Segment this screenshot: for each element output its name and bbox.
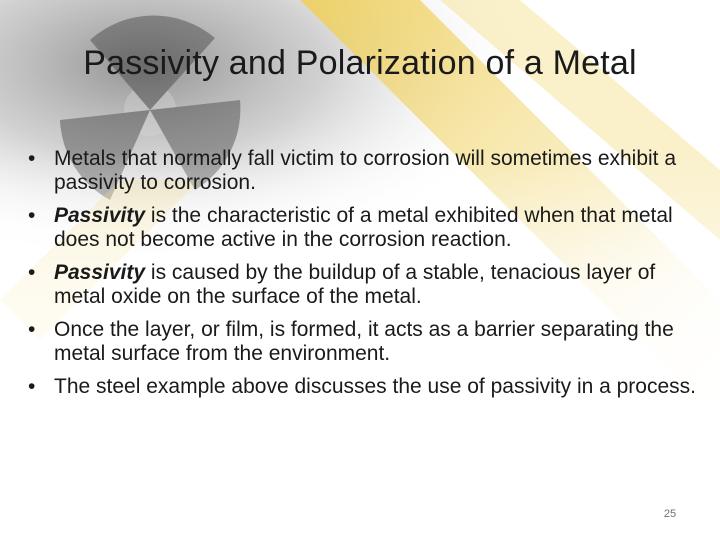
bullet-item [26,375,706,399]
bullet-text: The steel example above discusses the use of passivity in a process. [54,375,696,398]
bullet-item [26,261,706,309]
bullet-dot: • [28,375,36,398]
bullet-item [26,204,706,252]
bullet-dot: • [28,147,36,170]
bullet-item [26,318,706,366]
bullet-dot: • [28,261,36,284]
emphasis-term: Passivity [54,261,146,284]
page-number: 25 [663,508,677,520]
bullet-text: is caused by the buildup of a stable, tenacious layer of metal oxide on the surface of the metal. [54,261,656,308]
bullet-text: is the characteristic of a metal exhibited when that metal does not become active in the corrosion reaction. [54,204,673,251]
bullet-item [26,147,706,195]
emphasis-term: Passivity [54,204,146,227]
slide-title: Passivity and Polarization of a Metal [83,44,637,82]
bullet-text: Once the layer, or film, is formed, it acts as a barrier separating the metal surface from the environment. [54,318,674,365]
bullet-list [26,147,706,408]
bullet-text: Metals that normally fall victim to corrosion will sometimes exhibit a passivity to corrosion. [54,147,677,194]
bullet-dot: • [28,318,36,341]
bullet-dot: • [28,204,36,227]
